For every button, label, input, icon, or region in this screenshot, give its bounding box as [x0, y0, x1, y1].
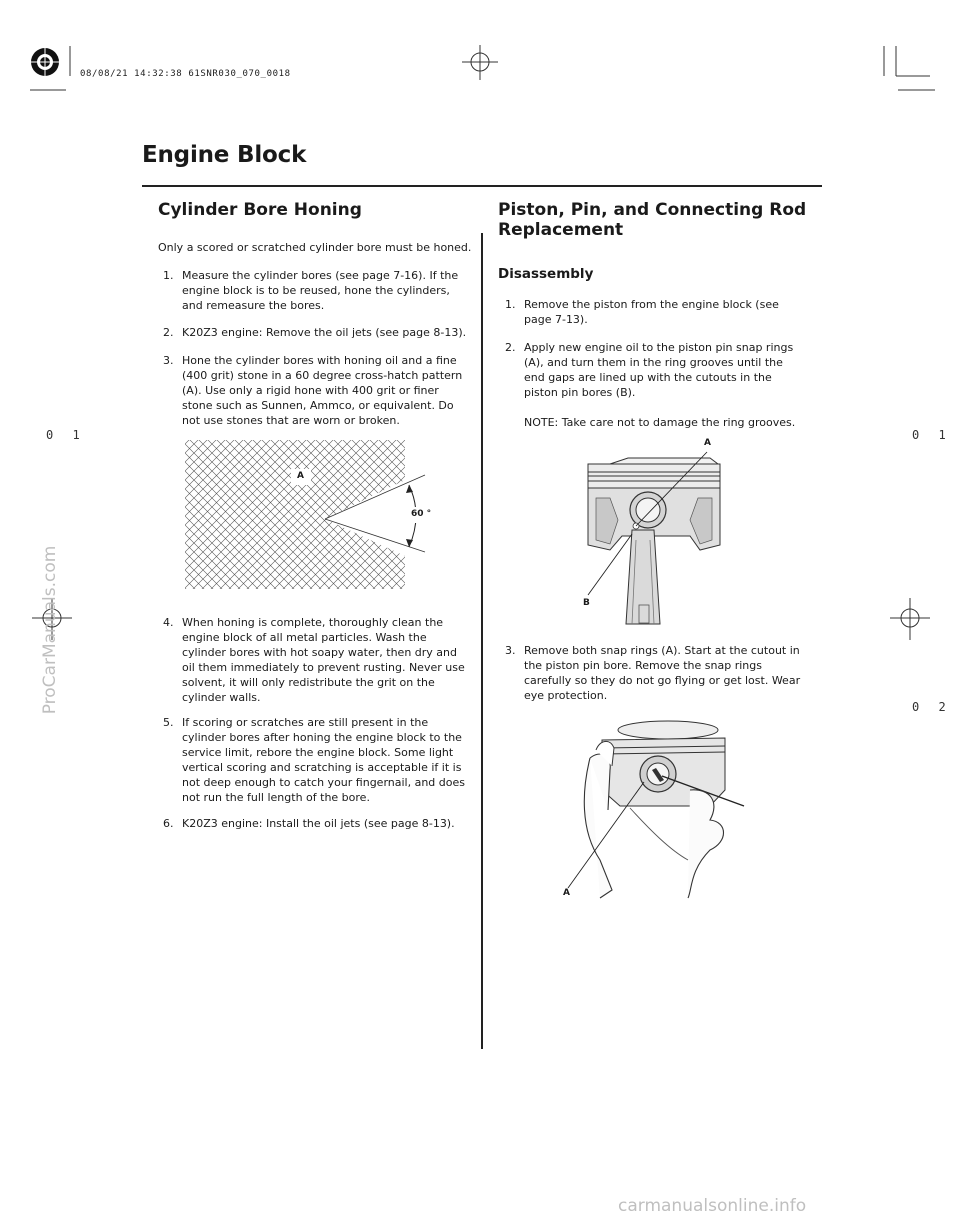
step-text: Remove both snap rings (A). Start at the cutout in the piston pin bore. Remove the snap rings carefully so they do not go flying or get lost. Wear eye protection. — [524, 644, 801, 702]
step-text: Measure the cylinder bores (see page 7-16). If the engine block is to be reused, hone the cylinders, and remeasure the bores. — [182, 269, 459, 312]
watermark-carmanualsonline: carmanualsonline.info — [618, 1196, 807, 1216]
page-title: Engine Block — [142, 142, 307, 168]
step-number: 4. — [163, 616, 174, 629]
step-number: 1. — [163, 269, 174, 282]
step-item — [163, 268, 468, 313]
step-item — [163, 325, 468, 340]
step-item — [163, 615, 468, 705]
step-text: When honing is complete, thoroughly clean the engine block of all metal particles. Wash the cylinder bores with hot soapy water, then dry and oil them immediately to prevent rusting. Never use solvent, it will only redistribute the grit on the cylinder walls. — [182, 616, 465, 704]
step-number: 5. — [163, 716, 174, 729]
snap-ring-removal-figure — [560, 710, 780, 910]
figure-label-a: A — [704, 438, 711, 448]
crosshair-target-icon — [25, 42, 65, 82]
watermark-procarmanuals: ProCarManuals.com — [40, 545, 60, 715]
figure-label-a: A — [563, 888, 570, 898]
step-note: NOTE: Take care not to damage the ring grooves. — [524, 416, 796, 429]
crosshair-icon — [462, 45, 498, 80]
crosshair-icon — [890, 598, 930, 640]
step-number: 3. — [163, 354, 174, 367]
step-text: If scoring or scratches are still present in the cylinder bores after honing the engine block to the service limit, rebore the engine block. Some light vertical scoring and scratching is acceptable if it is not deep enough to catch your fingernail, and does not run the full length of the bore. — [182, 716, 465, 804]
step-item — [163, 715, 468, 805]
step-item — [505, 297, 805, 327]
sub-heading-disassembly: Disassembly — [498, 266, 594, 282]
step-text: Remove the piston from the engine block (see page 7-13). — [524, 298, 779, 326]
piston-snap-ring-figure — [570, 440, 770, 630]
figure-angle-label: 60 ° — [411, 509, 432, 519]
step-text: Hone the cylinder bores with honing oil and a fine (400 grit) stone in a 60 degree cross-hatch pattern (A). Use only a rigid hone with 400 grit or finer stone such as Sunnen, Ammco, or equivalent. Do not use stones that are worn or broken. — [182, 354, 463, 427]
side-code-left: 0 1 — [46, 428, 86, 442]
step-number: 6. — [163, 817, 174, 830]
step-text: K20Z3 engine: Remove the oil jets (see page 8-13). — [182, 326, 467, 339]
print-stamp: 08/08/21 14:32:38 61SNR030_070_0018 — [80, 69, 291, 79]
section-heading-piston-line1: Piston, Pin, and Connecting Rod — [498, 200, 807, 220]
side-code-right-bottom: 0 2 — [912, 700, 952, 714]
step-number: 2. — [505, 341, 516, 354]
figure-label-a: A — [297, 471, 304, 481]
cross-hatch-pattern-figure — [185, 435, 435, 595]
section-heading-piston-line2: Replacement — [498, 220, 624, 240]
step-item — [505, 340, 805, 430]
column-divider — [481, 233, 483, 1049]
title-rule — [142, 185, 822, 187]
step-item — [163, 816, 468, 831]
side-code-right-top: 0 1 — [912, 428, 952, 442]
figure-label-b: B — [583, 598, 590, 608]
step-number: 1. — [505, 298, 516, 311]
step-text: Apply new engine oil to the piston pin snap rings (A), and turn them in the ring grooves until the end gaps are lined up with the cutouts in the piston pin bores (B). — [524, 341, 794, 399]
step-item — [163, 353, 468, 428]
intro-text: Only a scored or scratched cylinder bore must be honed. — [158, 241, 472, 254]
step-item — [505, 643, 805, 703]
step-number: 3. — [505, 644, 516, 657]
step-text: K20Z3 engine: Install the oil jets (see page 8-13). — [182, 817, 455, 830]
section-heading-cylinder-bore-honing: Cylinder Bore Honing — [158, 200, 362, 220]
step-number: 2. — [163, 326, 174, 339]
